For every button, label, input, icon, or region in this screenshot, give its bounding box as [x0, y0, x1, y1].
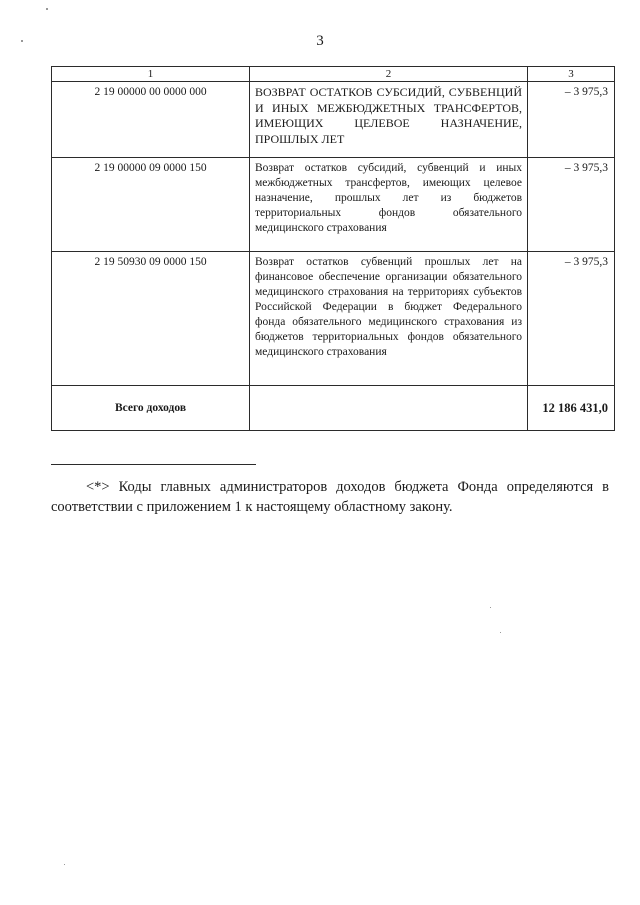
- revenue-amount: – 3 975,3: [528, 82, 615, 158]
- revenue-description: Возврат остатков субвенций прошлых лет на финансовое обеспечение организации обязательного медицинского страхования на территориях субъектов Российской Федерации в бюджет Федерального фонда обязательного медицинского страхования из бюджетов территориальных фондов обязательного медицинского страхования: [250, 252, 528, 386]
- total-label: Всего доходов: [52, 386, 250, 431]
- table-row: [52, 158, 615, 252]
- column-number-3: 3: [528, 67, 615, 82]
- revenue-code: 2 19 00000 09 0000 150: [52, 158, 250, 252]
- revenue-description: Возврат остатков субсидий, субвенций и иных межбюджетных трансфертов, имеющих целевое назначение, прошлых лет из бюджетов территориальных фондов обязательного медицинского страхования: [250, 158, 528, 252]
- table-header-row: [52, 67, 615, 82]
- revenue-description: ВОЗВРАТ ОСТАТКОВ СУБСИДИЙ, СУБВЕНЦИЙ И ИНЫХ МЕЖБЮДЖЕТНЫХ ТРАНСФЕРТОВ, ИМЕЮЩИХ ЦЕЛЕВОЕ НАЗНАЧЕНИЕ, ПРОШЛЫХ ЛЕТ: [250, 82, 528, 158]
- scan-speck: [46, 8, 48, 10]
- table-row: [52, 82, 615, 158]
- revenue-code: 2 19 50930 09 0000 150: [52, 252, 250, 386]
- revenue-table: [51, 66, 615, 431]
- scan-speck: [490, 607, 491, 608]
- table-row: [52, 252, 615, 386]
- scan-speck: [500, 632, 501, 633]
- total-amount: 12 186 431,0: [528, 386, 615, 431]
- page-number: 3: [316, 33, 324, 49]
- revenue-amount: – 3 975,3: [528, 158, 615, 252]
- total-empty-cell: [250, 386, 528, 431]
- total-row: [52, 386, 615, 431]
- scan-speck: [21, 40, 23, 42]
- column-number-1: 1: [52, 67, 250, 82]
- scan-speck: [64, 864, 65, 865]
- footnote-divider: [51, 464, 256, 465]
- footnote: <*> Коды главных администраторов доходов бюджета Фонда определяются в соответствии с приложением 1 к настоящему областному закону.: [51, 478, 609, 515]
- revenue-code: 2 19 00000 00 0000 000: [52, 82, 250, 158]
- column-number-2: 2: [250, 67, 528, 82]
- revenue-amount: – 3 975,3: [528, 252, 615, 386]
